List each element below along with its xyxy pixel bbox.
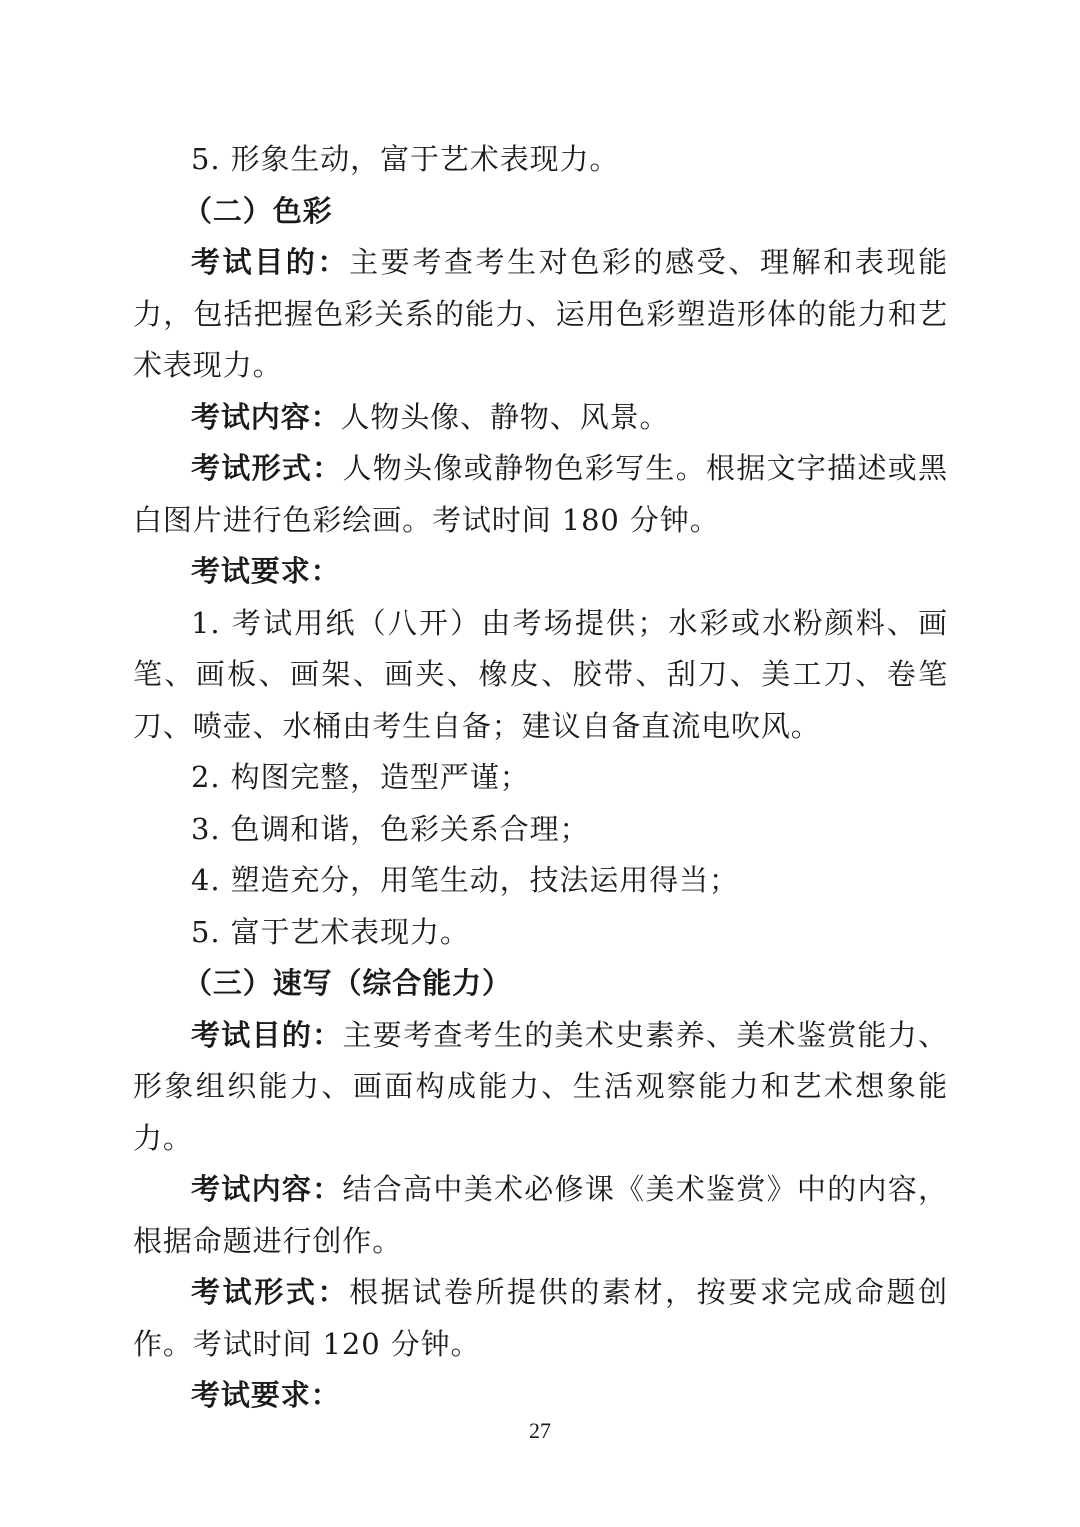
- exam-content-paragraph: 考试内容：结合高中美术必修课《美术鉴赏》中的内容，根据命题进行创作。: [133, 1172, 948, 1258]
- requirement-item: 1. 考试用纸（八开）由考场提供；水彩或水粉颜料、画笔、画板、画架、画夹、橡皮、胶带、刮刀、美工刀、卷笔刀、喷壶、水桶由考生自备；建议自备直流电吹风。: [133, 605, 948, 743]
- exam-format-paragraph: 考试形式：人物头像或静物色彩写生。根据文字描述或黑白图片进行色彩绘画。考试时间 180 分钟。: [133, 451, 948, 537]
- exam-requirements-paragraph: [133, 546, 948, 598]
- paragraph-label: 考试形式：: [191, 1275, 350, 1309]
- paragraph-label: 考试目的：: [191, 1017, 343, 1052]
- paragraph-label: 考试内容：: [191, 1172, 343, 1206]
- requirement-item: 2. 构图完整，造型严谨；: [191, 760, 530, 794]
- exam-requirements-paragraph: [133, 1370, 948, 1422]
- section-heading-sketch: （三）速写（综合能力）: [183, 966, 512, 1000]
- paragraph-label: 考试目的：: [191, 245, 350, 279]
- exam-format-paragraph: 考试形式：根据试卷所提供的素材，按要求完成命题创作。考试时间 120 分钟。: [133, 1275, 948, 1361]
- exam-purpose-paragraph: 考试目的：主要考查考生对色彩的感受、理解和表现能力，包括把握色彩关系的能力、运用色彩塑造形体的能力和艺术表现力。: [133, 245, 948, 382]
- requirement-item: 5. 富于艺术表现力。: [191, 914, 470, 949]
- document-body: [133, 134, 948, 1422]
- paragraph-label: 考试内容：: [191, 399, 341, 434]
- requirement-item: 4. 塑造充分，用笔生动，技法运用得当；: [191, 863, 739, 897]
- paragraph-label: 考试要求：: [191, 1378, 341, 1412]
- requirement-item: 5. 形象生动，富于艺术表现力。: [191, 142, 620, 176]
- paragraph-label: 考试形式：: [191, 451, 343, 485]
- requirement-item: 3. 色调和谐，色彩关系合理；: [191, 811, 590, 846]
- section-heading-color: （二）色彩: [183, 193, 333, 228]
- exam-content-paragraph: 考试内容：人物头像、静物、风景。: [191, 399, 670, 434]
- paragraph-label: 考试要求：: [191, 554, 341, 588]
- exam-purpose-paragraph: 考试目的：主要考查考生的美术史素养、美术鉴赏能力、形象组织能力、画面构成能力、生活观察能力和艺术想象能力。: [133, 1017, 948, 1155]
- page-number: 27: [529, 1418, 551, 1443]
